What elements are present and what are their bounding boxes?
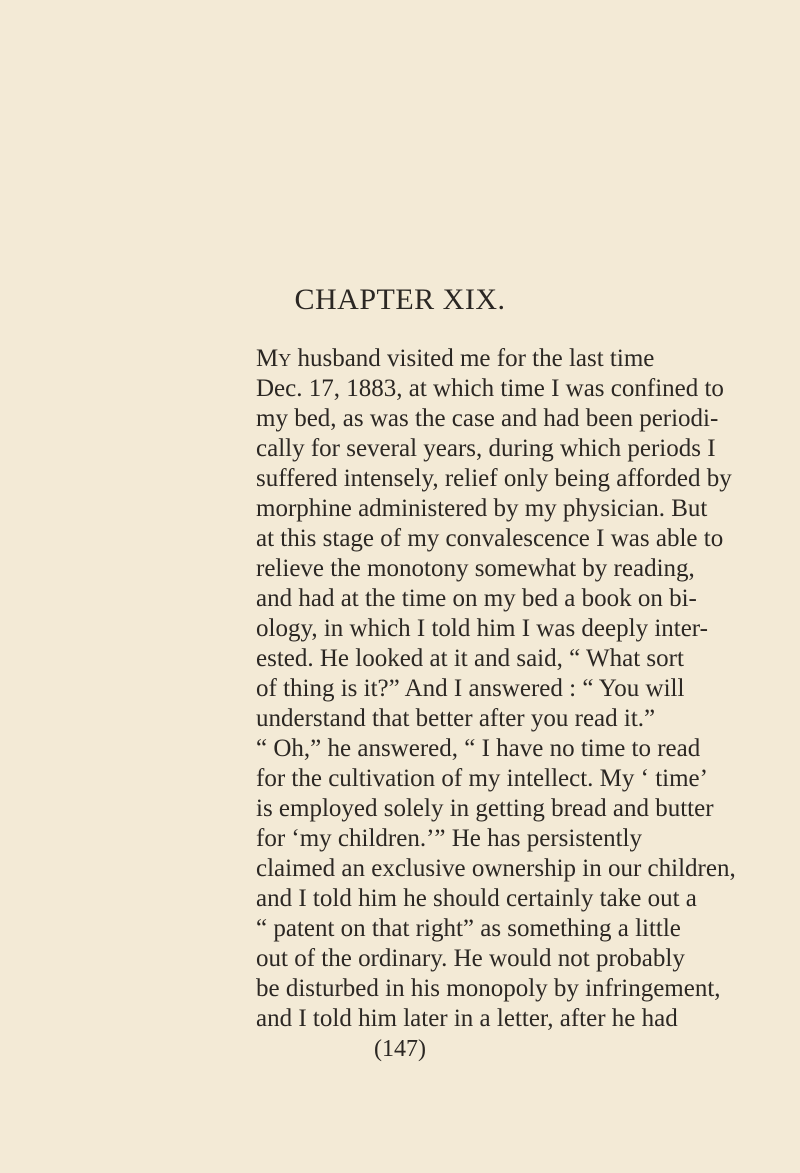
line-text: and I told him he should certainly take out a [256, 885, 697, 912]
line-text: suffered intensely, relief only being afforded by [256, 465, 732, 492]
line-text: and had at the time on my bed a book on bi- [256, 585, 697, 612]
line-text: for ‘my children.’” He has persistently [256, 825, 642, 852]
line-text: “ Oh,” he answered, “ I have no time to read [256, 735, 701, 762]
line-text: of thing is it?” And I answered : “ You will [256, 675, 685, 702]
page-number: (147) [374, 1036, 426, 1062]
line-text: for the cultivation of my intellect. My ‘ time’ [256, 765, 708, 792]
line-text: understand that better after you read it.” [256, 705, 656, 732]
line-text: Dec. 17, 1883, at which time I was confined to [256, 375, 724, 402]
line-text: out of the ordinary. He would not probably [256, 945, 685, 972]
chapter-title: CHAPTER XIX. [294, 283, 506, 316]
line-text: cally for several years, during which periods I [256, 435, 716, 462]
line-text: at this stage of my convalescence I was able to [256, 525, 724, 552]
dropcap: My [256, 345, 292, 372]
line-text: and I told him later in a letter, after he had [256, 1005, 678, 1032]
line-text: “ patent on that right” as something a little [256, 915, 681, 942]
line-text: ology, in which I told him I was deeply inter- [256, 615, 708, 642]
first-line [256, 344, 655, 374]
line-text: morphine administered by my physician. But [256, 495, 708, 522]
line-text: husband visited me for the last time [297, 345, 655, 372]
line-text: my bed, as was the case and had been periodi- [256, 405, 719, 432]
line-text: ested. He looked at it and said, “ What sort [256, 645, 684, 672]
line-text: claimed an exclusive ownership in our children, [256, 855, 736, 882]
line-text: relieve the monotony somewhat by reading, [256, 555, 695, 582]
line-text: be disturbed in his monopoly by infringement, [256, 975, 721, 1002]
line-text: is employed solely in getting bread and butter [256, 795, 714, 822]
